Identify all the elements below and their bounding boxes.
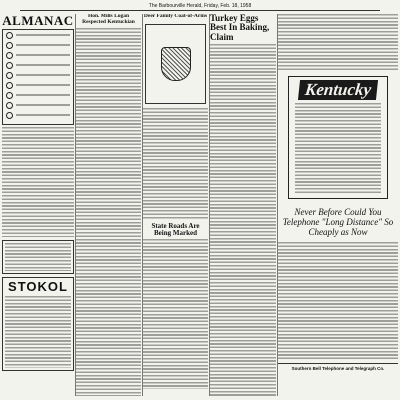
almanac-icon: [6, 92, 13, 99]
coat-of-arms-icon: [161, 47, 191, 81]
article-headline: Deer Family Coat-of-Arms: [143, 14, 208, 19]
almanac-row: [3, 100, 73, 110]
advertisement: [2, 240, 74, 274]
ad-body: [295, 103, 381, 195]
article-headline: State Roads Are Being Marked: [151, 221, 200, 238]
article-body: [143, 239, 208, 389]
column-4: [210, 14, 276, 396]
stokol-ad: [2, 277, 74, 371]
article-headline: Hon. Mills Logan Respected Kentuckian: [82, 14, 135, 25]
coat-of-arms-illustration: [145, 24, 206, 104]
almanac-icon: [6, 52, 13, 59]
almanac-row: [3, 40, 73, 50]
column-5: [278, 14, 398, 396]
article-body: [2, 127, 74, 237]
almanac-icon: [6, 32, 13, 39]
almanac-icon: [6, 72, 13, 79]
almanac-title: ALMANAC: [2, 14, 74, 28]
almanac-row: [3, 80, 73, 90]
almanac-row: [3, 90, 73, 100]
kentucky-theatre-ad: [288, 76, 388, 199]
article-body: [210, 44, 276, 396]
article-body: [76, 28, 141, 396]
almanac-row: [3, 30, 73, 40]
column-1: [2, 14, 74, 396]
article-headline: Turkey Eggs Best In Baking, Claim: [210, 14, 270, 42]
almanac-icon: [6, 82, 13, 89]
almanac-row: [3, 110, 73, 120]
almanac-icon: [6, 62, 13, 69]
telephone-ad-headline: Never Before Could You Telephone "Long Distance" So Cheaply as Now: [282, 207, 394, 237]
almanac-row: [3, 70, 73, 80]
almanac-icon: [6, 102, 13, 109]
column-2: [76, 14, 141, 396]
telephone-company: Southern Bell Telephone and Telegraph Co.: [278, 363, 398, 371]
column-rule: [209, 14, 210, 396]
ad-body: [278, 242, 398, 360]
almanac-row: [3, 50, 73, 60]
masthead: The Barbourville Herald, Friday, Feb. 18, 1958: [20, 3, 380, 11]
almanac-icon: [6, 42, 13, 49]
ad-body: [5, 243, 71, 271]
column-3: [143, 14, 208, 396]
column-rule: [142, 14, 143, 396]
column-rule: [277, 14, 278, 396]
column-rule: [75, 14, 76, 396]
almanac-icon: [6, 112, 13, 119]
stokol-logo: STOKOL: [8, 279, 68, 294]
kentucky-logo: Kentucky: [298, 80, 378, 100]
article-body: [278, 14, 398, 72]
ad-body: [5, 296, 71, 368]
almanac-box: [2, 29, 74, 125]
article-body: [143, 108, 208, 220]
almanac-row: [3, 60, 73, 70]
